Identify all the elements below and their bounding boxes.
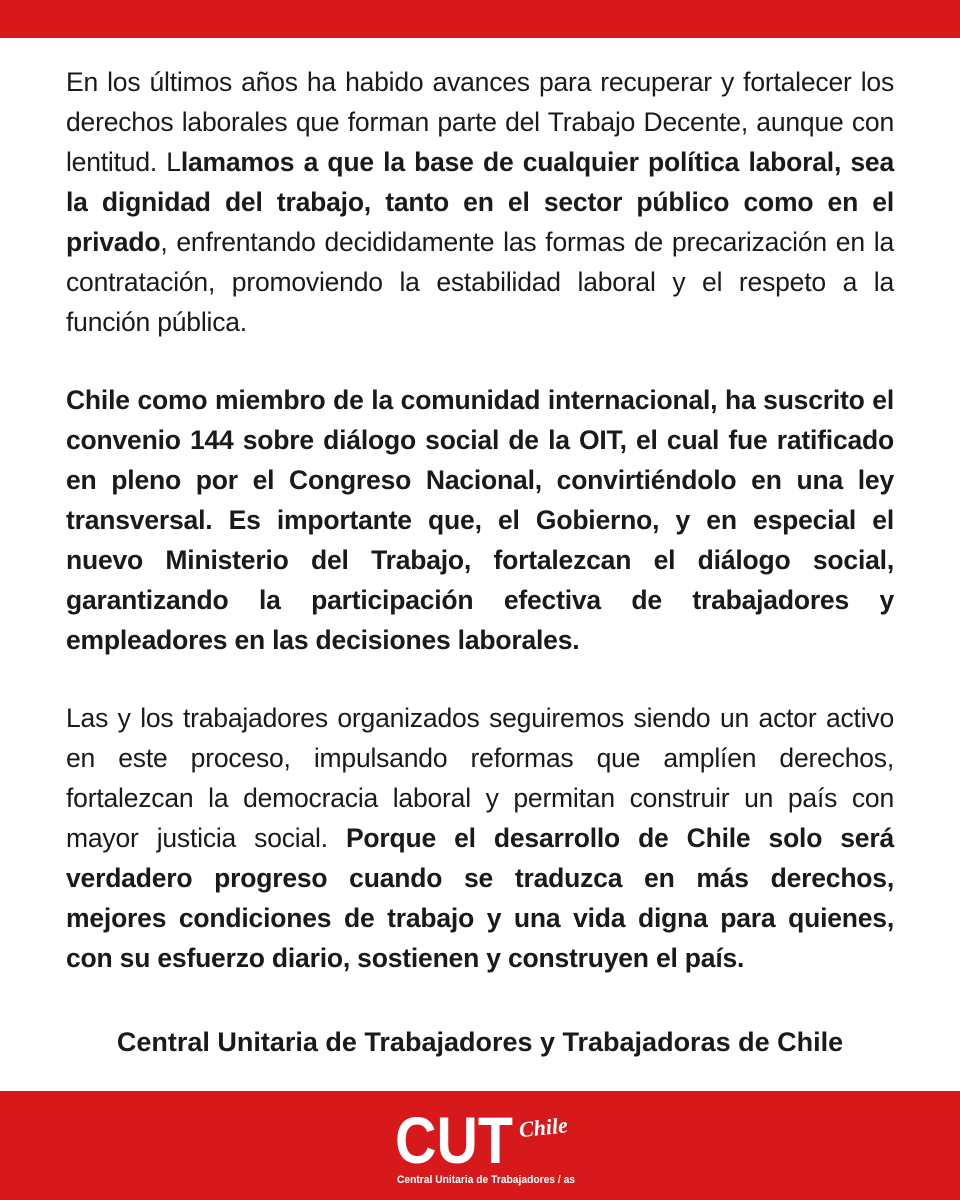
paragraph-3-bold: Porque el desarrollo de Chile solo será verdadero progreso cuando se traduzca en más derechos, mejores condiciones de trabajo y una vida digna para quienes, con su esfuerzo diario, sostienen y construyen el país. [66,823,894,973]
paragraph-3 [66,698,894,978]
paragraph-1-bold: lamamos a que la base de cualquier política laboral, sea la dignidad del trabajo, tanto en el sector público como en el privado [66,147,895,257]
signature: Central Unitaria de Trabajadores y Trabajadoras de Chile [116,1027,844,1057]
paragraph-1-text-a: En los últimos años ha habido avances para recuperar y fortalecer los derechos laborales que forman parte del Trabajo Decente, aunque con lentitud. L [66,67,894,177]
paragraph-2-bold: Chile como miembro de la comunidad internacional, ha suscrito el convenio 144 sobre diálogo social de la OIT, el cual fue ratificado en pleno por el Congreso Nacional, convirtiéndolo en una ley transversal. Es importante que, el Gobierno, y en especial el nuevo Ministerio del Trabajo, fortalezcan el diálogo social, garantizando la participación efectiva de trabajadores y empleadores en las decisiones laborales. [66,385,894,655]
logo-country-text: Chile [517,1112,569,1143]
paragraph-2 [66,380,894,660]
top-red-bar [0,0,960,38]
paragraph-3-text: Las y los trabajadores organizados seguiremos siendo un actor activo en este proceso, impulsando reformas que amplíen derechos, fortalezcan la democracia laboral y permitan construir un país con mayor justicia social. [66,703,894,853]
logo-tagline: Central Unitaria de Trabajadores / as [397,1174,575,1186]
statement-body [66,62,894,1016]
paragraph-1 [66,62,894,342]
paragraph-1-text-b: , enfrentando decididamente las formas de precarización en la contratación, promoviendo la estabilidad laboral y el respeto a la función pública. [66,227,894,337]
cut-chile-logo [391,1103,581,1188]
logo-main-text: CUT [395,1103,513,1177]
